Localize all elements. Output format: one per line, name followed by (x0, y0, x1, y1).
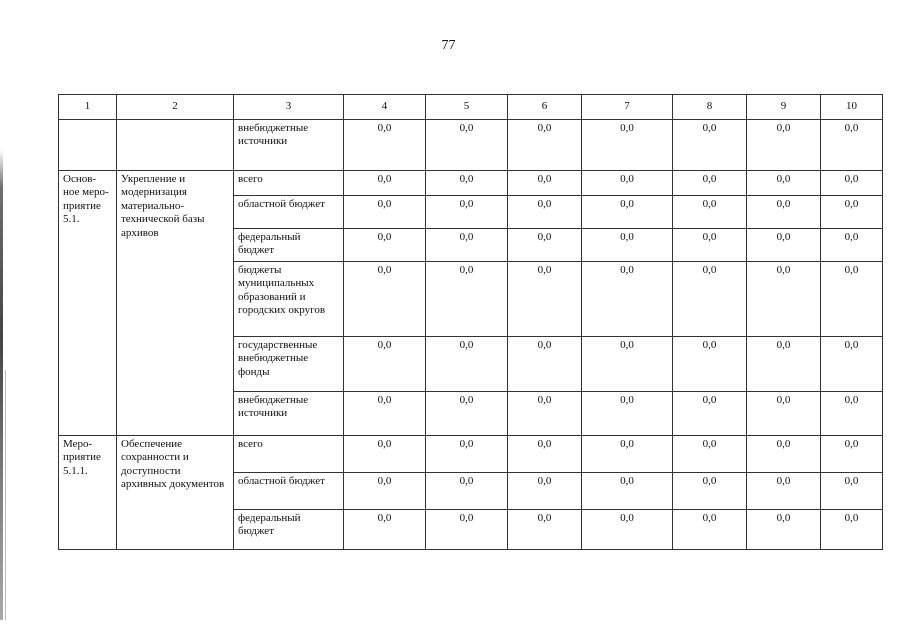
value-cell: 0,0 (426, 392, 508, 436)
value-cell: 0,0 (426, 510, 508, 550)
source-cell: бюджеты муниципальных образований и городских округов (234, 262, 344, 337)
value-cell: 0,0 (747, 337, 821, 392)
source-cell: федеральный бюджет (234, 510, 344, 550)
value-cell: 0,0 (344, 510, 426, 550)
activity-name-cell: Обеспечение сохранности и доступности архивных документов (117, 436, 234, 550)
scan-edge-shadow (0, 150, 3, 620)
value-cell: 0,0 (344, 120, 426, 171)
source-cell: областной бюджет (234, 196, 344, 229)
value-cell: 0,0 (344, 392, 426, 436)
value-cell: 0,0 (673, 171, 747, 196)
value-cell: 0,0 (747, 229, 821, 262)
value-cell: 0,0 (508, 196, 582, 229)
value-cell: 0,0 (747, 196, 821, 229)
value-cell: 0,0 (426, 120, 508, 171)
value-cell: 0,0 (673, 229, 747, 262)
header-cell: 5 (426, 95, 508, 120)
value-cell: 0,0 (747, 510, 821, 550)
value-cell: 0,0 (426, 436, 508, 473)
value-cell: 0,0 (747, 436, 821, 473)
value-cell: 0,0 (821, 120, 883, 171)
page-number: 77 (441, 38, 456, 53)
value-cell: 0,0 (673, 510, 747, 550)
value-cell: 0,0 (673, 337, 747, 392)
value-cell: 0,0 (821, 510, 883, 550)
value-cell: 0,0 (673, 120, 747, 171)
header-row (59, 95, 883, 120)
header-cell: 6 (508, 95, 582, 120)
value-cell: 0,0 (821, 262, 883, 337)
value-cell: 0,0 (344, 337, 426, 392)
activity-code-cell: Меро-приятие 5.1.1. (59, 436, 117, 550)
code-cell (59, 120, 117, 171)
value-cell: 0,0 (582, 262, 673, 337)
header-cell: 4 (344, 95, 426, 120)
header-cell: 10 (821, 95, 883, 120)
value-cell: 0,0 (426, 171, 508, 196)
value-cell: 0,0 (508, 171, 582, 196)
header-cell: 1 (59, 95, 117, 120)
value-cell: 0,0 (426, 262, 508, 337)
header-cell: 2 (117, 95, 234, 120)
value-cell: 0,0 (747, 120, 821, 171)
value-cell: 0,0 (426, 473, 508, 510)
value-cell: 0,0 (344, 229, 426, 262)
activity-code-cell: Основ-ное меро-приятие 5.1. (59, 171, 117, 436)
value-cell: 0,0 (821, 171, 883, 196)
value-cell: 0,0 (508, 337, 582, 392)
value-cell: 0,0 (508, 436, 582, 473)
value-cell: 0,0 (582, 196, 673, 229)
value-cell: 0,0 (582, 229, 673, 262)
source-cell: всего (234, 436, 344, 473)
value-cell: 0,0 (582, 171, 673, 196)
header-cell: 9 (747, 95, 821, 120)
value-cell: 0,0 (821, 196, 883, 229)
value-cell: 0,0 (344, 171, 426, 196)
source-cell: внебюджетные источники (234, 392, 344, 436)
header-cell: 3 (234, 95, 344, 120)
value-cell: 0,0 (344, 436, 426, 473)
table-row (59, 120, 883, 171)
value-cell: 0,0 (582, 436, 673, 473)
source-cell: федеральный бюджет (234, 229, 344, 262)
value-cell: 0,0 (747, 473, 821, 510)
value-cell: 0,0 (821, 392, 883, 436)
value-cell: 0,0 (673, 262, 747, 337)
value-cell: 0,0 (673, 436, 747, 473)
value-cell: 0,0 (582, 337, 673, 392)
value-cell: 0,0 (582, 392, 673, 436)
table-row (59, 171, 883, 196)
header-cell: 7 (582, 95, 673, 120)
value-cell: 0,0 (508, 229, 582, 262)
value-cell: 0,0 (508, 473, 582, 510)
value-cell: 0,0 (582, 473, 673, 510)
value-cell: 0,0 (508, 392, 582, 436)
source-cell: всего (234, 171, 344, 196)
value-cell: 0,0 (821, 473, 883, 510)
source-cell: государственные внебюджетные фонды (234, 337, 344, 392)
name-cell (117, 120, 234, 171)
value-cell: 0,0 (426, 229, 508, 262)
header-cell: 8 (673, 95, 747, 120)
scan-edge-line (5, 370, 6, 620)
value-cell: 0,0 (426, 196, 508, 229)
value-cell: 0,0 (508, 262, 582, 337)
value-cell: 0,0 (821, 229, 883, 262)
value-cell: 0,0 (747, 262, 821, 337)
source-cell: областной бюджет (234, 473, 344, 510)
value-cell: 0,0 (747, 392, 821, 436)
value-cell: 0,0 (673, 473, 747, 510)
value-cell: 0,0 (673, 392, 747, 436)
value-cell: 0,0 (344, 262, 426, 337)
value-cell: 0,0 (747, 171, 821, 196)
value-cell: 0,0 (508, 120, 582, 171)
value-cell: 0,0 (344, 196, 426, 229)
budget-table (58, 94, 883, 550)
source-cell: внебюджетные источники (234, 120, 344, 171)
table-row (59, 436, 883, 473)
value-cell: 0,0 (426, 337, 508, 392)
value-cell: 0,0 (582, 120, 673, 171)
activity-name-cell: Укрепление и модернизация материально-технической базы архивов (117, 171, 234, 436)
value-cell: 0,0 (673, 196, 747, 229)
value-cell: 0,0 (344, 473, 426, 510)
value-cell: 0,0 (821, 337, 883, 392)
value-cell: 0,0 (582, 510, 673, 550)
value-cell: 0,0 (821, 436, 883, 473)
value-cell: 0,0 (508, 510, 582, 550)
